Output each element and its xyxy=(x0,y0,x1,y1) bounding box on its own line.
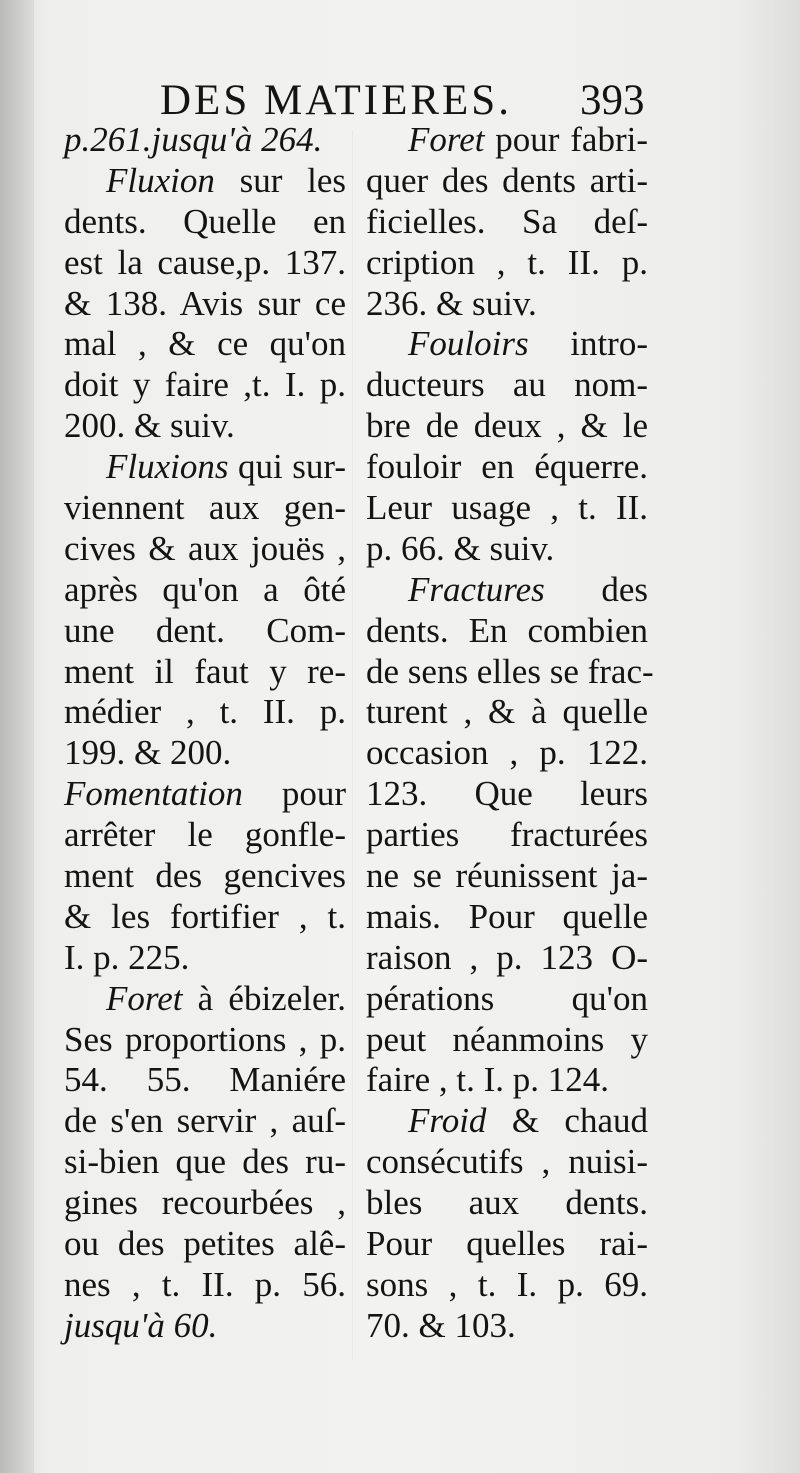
index-entry-term: Fluxion xyxy=(106,160,215,200)
index-line: jusqu'à 60. xyxy=(64,1305,218,1345)
binding-shadow xyxy=(0,0,34,1473)
column-gutter xyxy=(352,130,353,1360)
index-line: & 138. Avis sur ce xyxy=(64,283,346,323)
index-line: faire , t. I. p. 124. xyxy=(366,1060,609,1100)
index-line: Leur usage , t. II. xyxy=(366,488,648,528)
index-line: parties fracturées xyxy=(366,815,648,855)
index-column-left xyxy=(64,120,346,1347)
index-column-right xyxy=(366,120,654,1347)
index-line: Fluxions qui sur- xyxy=(106,447,346,487)
index-line: I. p. 225. xyxy=(64,937,190,977)
index-line: turent , & à quelle xyxy=(366,692,648,732)
index-line: mal , & ce qu'on xyxy=(64,324,346,364)
index-line: 199. & 200. xyxy=(64,733,232,773)
index-line: viennent aux gen- xyxy=(64,488,346,528)
index-line: 54. 55. Maniére xyxy=(64,1060,346,1100)
index-line: Fluxion sur les xyxy=(106,160,346,200)
index-line: raison , p. 123 O- xyxy=(366,937,648,977)
index-line: bles aux dents. xyxy=(366,1183,648,1223)
index-entry-term: Fluxions xyxy=(106,447,229,487)
index-line: Fouloirs intro- xyxy=(408,324,648,364)
index-line: fouloir en équerre. xyxy=(366,447,648,487)
index-line: Fractures des xyxy=(408,569,648,609)
running-title: DES MATIERES. xyxy=(160,77,512,124)
index-line: est la cause,p. 137. xyxy=(64,242,346,282)
index-line: p. 66. & suiv. xyxy=(366,528,555,568)
index-line: cription , t. II. p. xyxy=(366,242,648,282)
index-entry-term: Froid xyxy=(408,1101,487,1141)
index-entry-term: Fouloirs xyxy=(408,324,529,364)
index-line: Foret pour fabri- xyxy=(408,120,648,159)
index-line: médier , t. II. p. xyxy=(64,692,346,732)
index-line: pérations qu'on xyxy=(366,978,648,1018)
index-line: 200. & suiv. xyxy=(64,406,235,446)
index-line: si-bien que des ru- xyxy=(64,1142,346,1182)
index-line: 236. & suiv. xyxy=(366,283,537,323)
index-line: de s'en servir , auſ- xyxy=(64,1101,346,1141)
index-line: Froid & chaud xyxy=(408,1101,648,1141)
index-line: ficielles. Sa deſ- xyxy=(366,201,648,241)
index-line: ne se réunissent ja- xyxy=(366,856,648,896)
index-line: Fomentation pour xyxy=(64,774,346,814)
index-line: gines recourbées , xyxy=(64,1183,346,1223)
index-line: quer des dents arti- xyxy=(366,160,648,200)
index-line: arrêter le gonfle- xyxy=(64,815,346,855)
index-line: nes , t. II. p. 56. xyxy=(64,1264,346,1304)
index-line: Foret à ébizeler. xyxy=(106,978,346,1018)
index-line: & les fortifier , t. xyxy=(64,896,346,936)
index-line: bre de deux , & le xyxy=(366,406,648,446)
index-line: p.261.jusqu'à 264. xyxy=(64,120,323,159)
index-line: sons , t. I. p. 69. xyxy=(366,1264,648,1304)
index-line: cives & aux jouës , xyxy=(64,528,346,568)
index-line: 70. & 103. xyxy=(366,1305,516,1345)
index-line: ducteurs au nom- xyxy=(366,365,648,405)
index-entry-term: Fractures xyxy=(408,569,545,609)
index-line: mais. Pour quelle xyxy=(366,896,648,936)
index-line: ment il faut y re- xyxy=(64,651,346,691)
index-line: ment des gencives xyxy=(64,856,346,896)
index-line: ou des petites alê- xyxy=(64,1224,346,1264)
index-line: peut néanmoins y xyxy=(366,1019,648,1059)
index-line: occasion , p. 122. xyxy=(366,733,648,773)
index-entry-term: Foret xyxy=(106,978,183,1018)
index-line: de sens elles se frac- xyxy=(366,651,654,691)
index-line: Pour quelles rai- xyxy=(366,1224,648,1264)
index-line: Ses proportions , p. xyxy=(64,1019,346,1059)
index-line: consécutifs , nuisi- xyxy=(366,1142,648,1182)
index-line: 123. Que leurs xyxy=(366,774,648,814)
index-line: une dent. Com- xyxy=(64,610,346,650)
index-line: dents. En combien xyxy=(366,610,648,650)
index-line: doit y faire ,t. I. p. xyxy=(64,365,346,405)
page-number: 393 xyxy=(580,77,645,124)
index-line: dents. Quelle en xyxy=(64,201,346,241)
index-entry-term: Foret xyxy=(408,120,485,159)
index-entry-term: Fomentation xyxy=(64,774,243,814)
index-line: après qu'on a ôté xyxy=(64,569,346,609)
